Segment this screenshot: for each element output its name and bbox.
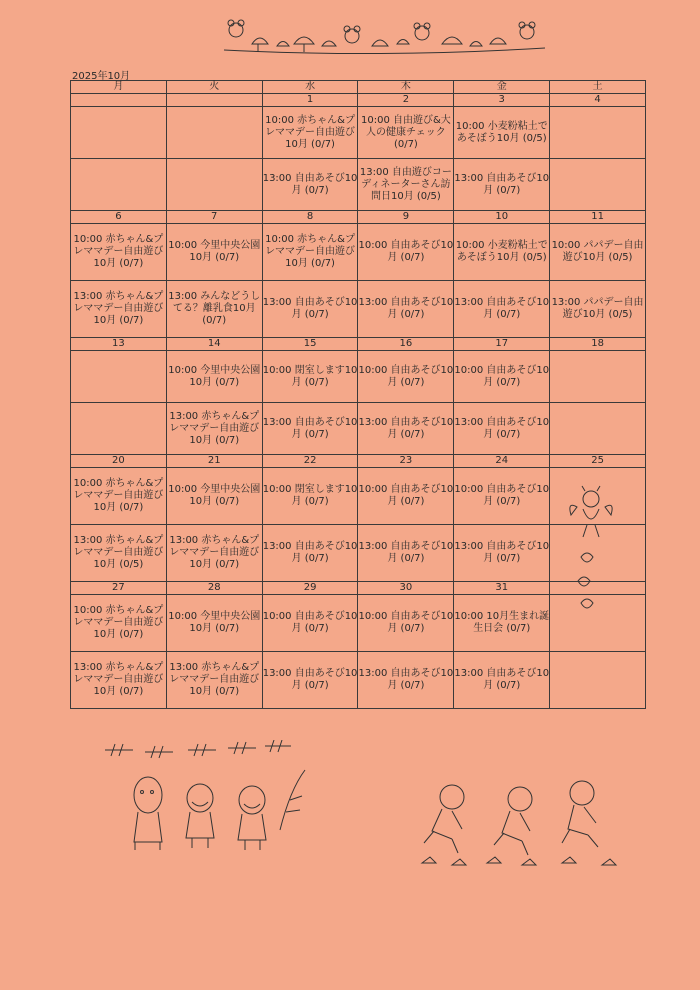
day-number: 29 [262,582,358,595]
event-cell[interactable]: 10:00 自由あそび10月 (0/7) [454,468,550,525]
event-cell[interactable]: 13:00 自由あそび10月 (0/7) [454,159,550,211]
event-cell[interactable]: 13:00 自由あそび10月 (0/7) [454,652,550,709]
event-cell[interactable]: 13:00 赤ちゃん&プレママデー自由遊び10月 (0/7) [166,652,262,709]
afternoon-event-row [71,525,646,582]
weekday-header: 木 [358,81,454,94]
morning-event-row [71,595,646,652]
afternoon-event-row [71,403,646,455]
day-number: 25 [550,455,646,468]
day-number: 21 [166,455,262,468]
day-number-row [71,94,646,107]
event-cell[interactable]: 10:00 自由あそび10月 (0/7) [358,595,454,652]
weekday-header: 火 [166,81,262,94]
event-cell[interactable]: 13:00 赤ちゃん&プレママデー自由遊び10月 (0/7) [166,525,262,582]
weekday-header: 月 [71,81,167,94]
day-number-row [71,582,646,595]
day-number: 27 [71,582,167,595]
weekday-header: 水 [262,81,358,94]
event-cell[interactable]: 10:00 今里中央公園10月 (0/7) [166,351,262,403]
day-number: 22 [262,455,358,468]
event-cell [71,159,167,211]
day-number: 1 [262,94,358,107]
event-cell [550,652,646,709]
children-dragonflies-illustration [100,740,320,855]
day-number: 30 [358,582,454,595]
day-number: 14 [166,338,262,351]
event-cell[interactable]: 13:00 自由あそび10月 (0/7) [358,281,454,338]
event-cell[interactable]: 13:00 自由あそび10月 (0/7) [262,281,358,338]
event-cell[interactable]: 13:00 赤ちゃん&プレママデー自由遊び10月 (0/5) [71,525,167,582]
day-number: 20 [71,455,167,468]
weekday-header: 金 [454,81,550,94]
running-children-illustration [412,775,637,870]
event-cell[interactable]: 13:00 パパデー自由遊び10月 (0/5) [550,281,646,338]
event-cell[interactable]: 10:00 10月生まれ誕生日会 (0/7) [454,595,550,652]
event-cell[interactable]: 13:00 自由あそび10月 (0/7) [262,525,358,582]
day-number: 2 [358,94,454,107]
event-cell[interactable]: 10:00 今里中央公園10月 (0/7) [166,595,262,652]
event-cell [550,107,646,159]
day-number: 8 [262,211,358,224]
event-cell[interactable]: 13:00 自由あそび10月 (0/7) [262,159,358,211]
weekday-header-row [71,81,646,94]
event-cell[interactable]: 10:00 今里中央公園10月 (0/7) [166,224,262,281]
day-number: 24 [454,455,550,468]
event-cell[interactable]: 10:00 自由あそび10月 (0/7) [358,351,454,403]
calendar-table [70,80,646,709]
event-cell[interactable]: 13:00 自由遊びコーディネーターさん訪問日10月 (0/5) [358,159,454,211]
day-number: 28 [166,582,262,595]
morning-event-row [71,351,646,403]
event-cell[interactable]: 10:00 自由あそび10月 (0/7) [262,595,358,652]
day-number: 18 [550,338,646,351]
event-cell [550,351,646,403]
event-cell[interactable]: 13:00 みんなどうしてる？離乳食10月 (0/7) [166,281,262,338]
event-cell[interactable]: 10:00 自由あそび10月 (0/7) [454,351,550,403]
event-cell[interactable]: 10:00 赤ちゃん&プレママデー自由遊び10月 (0/7) [71,595,167,652]
morning-event-row [71,468,646,525]
event-cell[interactable]: 10:00 赤ちゃん&プレママデー自由遊び10月 (0/7) [262,224,358,281]
event-cell[interactable]: 10:00 パパデー自由遊び10月 (0/5) [550,224,646,281]
event-cell[interactable]: 13:00 赤ちゃん&プレママデー自由遊び10月 (0/7) [71,281,167,338]
event-cell[interactable]: 13:00 自由あそび10月 (0/7) [454,281,550,338]
event-cell[interactable]: 13:00 自由あそび10月 (0/7) [262,652,358,709]
event-cell[interactable]: 10:00 閉室します10月 (0/7) [262,468,358,525]
event-cell[interactable]: 13:00 自由あそび10月 (0/7) [454,403,550,455]
day-number: 17 [454,338,550,351]
event-cell[interactable]: 13:00 自由あそび10月 (0/7) [358,652,454,709]
day-number [166,94,262,107]
event-cell[interactable]: 10:00 赤ちゃん&プレママデー自由遊び10月 (0/7) [71,468,167,525]
day-number: 11 [550,211,646,224]
day-number: 15 [262,338,358,351]
event-cell[interactable]: 13:00 自由あそび10月 (0/7) [358,525,454,582]
event-cell[interactable]: 10:00 閉室します10月 (0/7) [262,351,358,403]
day-number: 13 [71,338,167,351]
event-cell [550,403,646,455]
day-number-row [71,338,646,351]
event-cell [71,107,167,159]
day-number: 9 [358,211,454,224]
event-cell[interactable]: 10:00 小麦粉粘土であそぼう10月 (0/5) [454,224,550,281]
mice-mushroom-border-illustration [222,18,547,58]
event-cell [166,107,262,159]
event-cell[interactable]: 10:00 自由あそび10月 (0/7) [358,468,454,525]
event-cell[interactable]: 13:00 自由あそび10月 (0/7) [454,525,550,582]
event-cell[interactable]: 13:00 赤ちゃん&プレママデー自由遊び10月 (0/7) [71,652,167,709]
weekday-header: 土 [550,81,646,94]
event-cell[interactable]: 13:00 自由あそび10月 (0/7) [262,403,358,455]
morning-event-row [71,107,646,159]
event-cell[interactable]: 10:00 自由遊び&大人の健康チェック (0/7) [358,107,454,159]
event-cell[interactable]: 10:00 小麦粉粘土であそぼう10月 (0/5) [454,107,550,159]
event-cell[interactable]: 13:00 赤ちゃん&プレママデー自由遊び10月 (0/7) [166,403,262,455]
event-cell[interactable]: 10:00 今里中央公園10月 (0/7) [166,468,262,525]
afternoon-event-row [71,652,646,709]
event-cell [71,351,167,403]
event-cell [71,403,167,455]
event-cell[interactable]: 10:00 自由あそび10月 (0/7) [358,224,454,281]
day-number: 7 [166,211,262,224]
event-cell [166,159,262,211]
event-cell [550,159,646,211]
event-cell[interactable]: 13:00 自由あそび10月 (0/7) [358,403,454,455]
day-number: 6 [71,211,167,224]
day-number: 31 [454,582,550,595]
day-number-row [71,455,646,468]
event-cell[interactable]: 10:00 赤ちゃん&プレママデー自由遊び10月 (0/7) [262,107,358,159]
calendar-title: 2025年10月 [72,71,131,82]
day-number: 3 [454,94,550,107]
afternoon-event-row [71,281,646,338]
fairy-acorn-illustration [563,485,623,615]
day-number-row [71,211,646,224]
day-number [71,94,167,107]
afternoon-event-row [71,159,646,211]
day-number: 10 [454,211,550,224]
day-number: 4 [550,94,646,107]
day-number: 16 [358,338,454,351]
morning-event-row [71,224,646,281]
day-number: 23 [358,455,454,468]
event-cell[interactable]: 10:00 赤ちゃん&プレママデー自由遊び10月 (0/7) [71,224,167,281]
